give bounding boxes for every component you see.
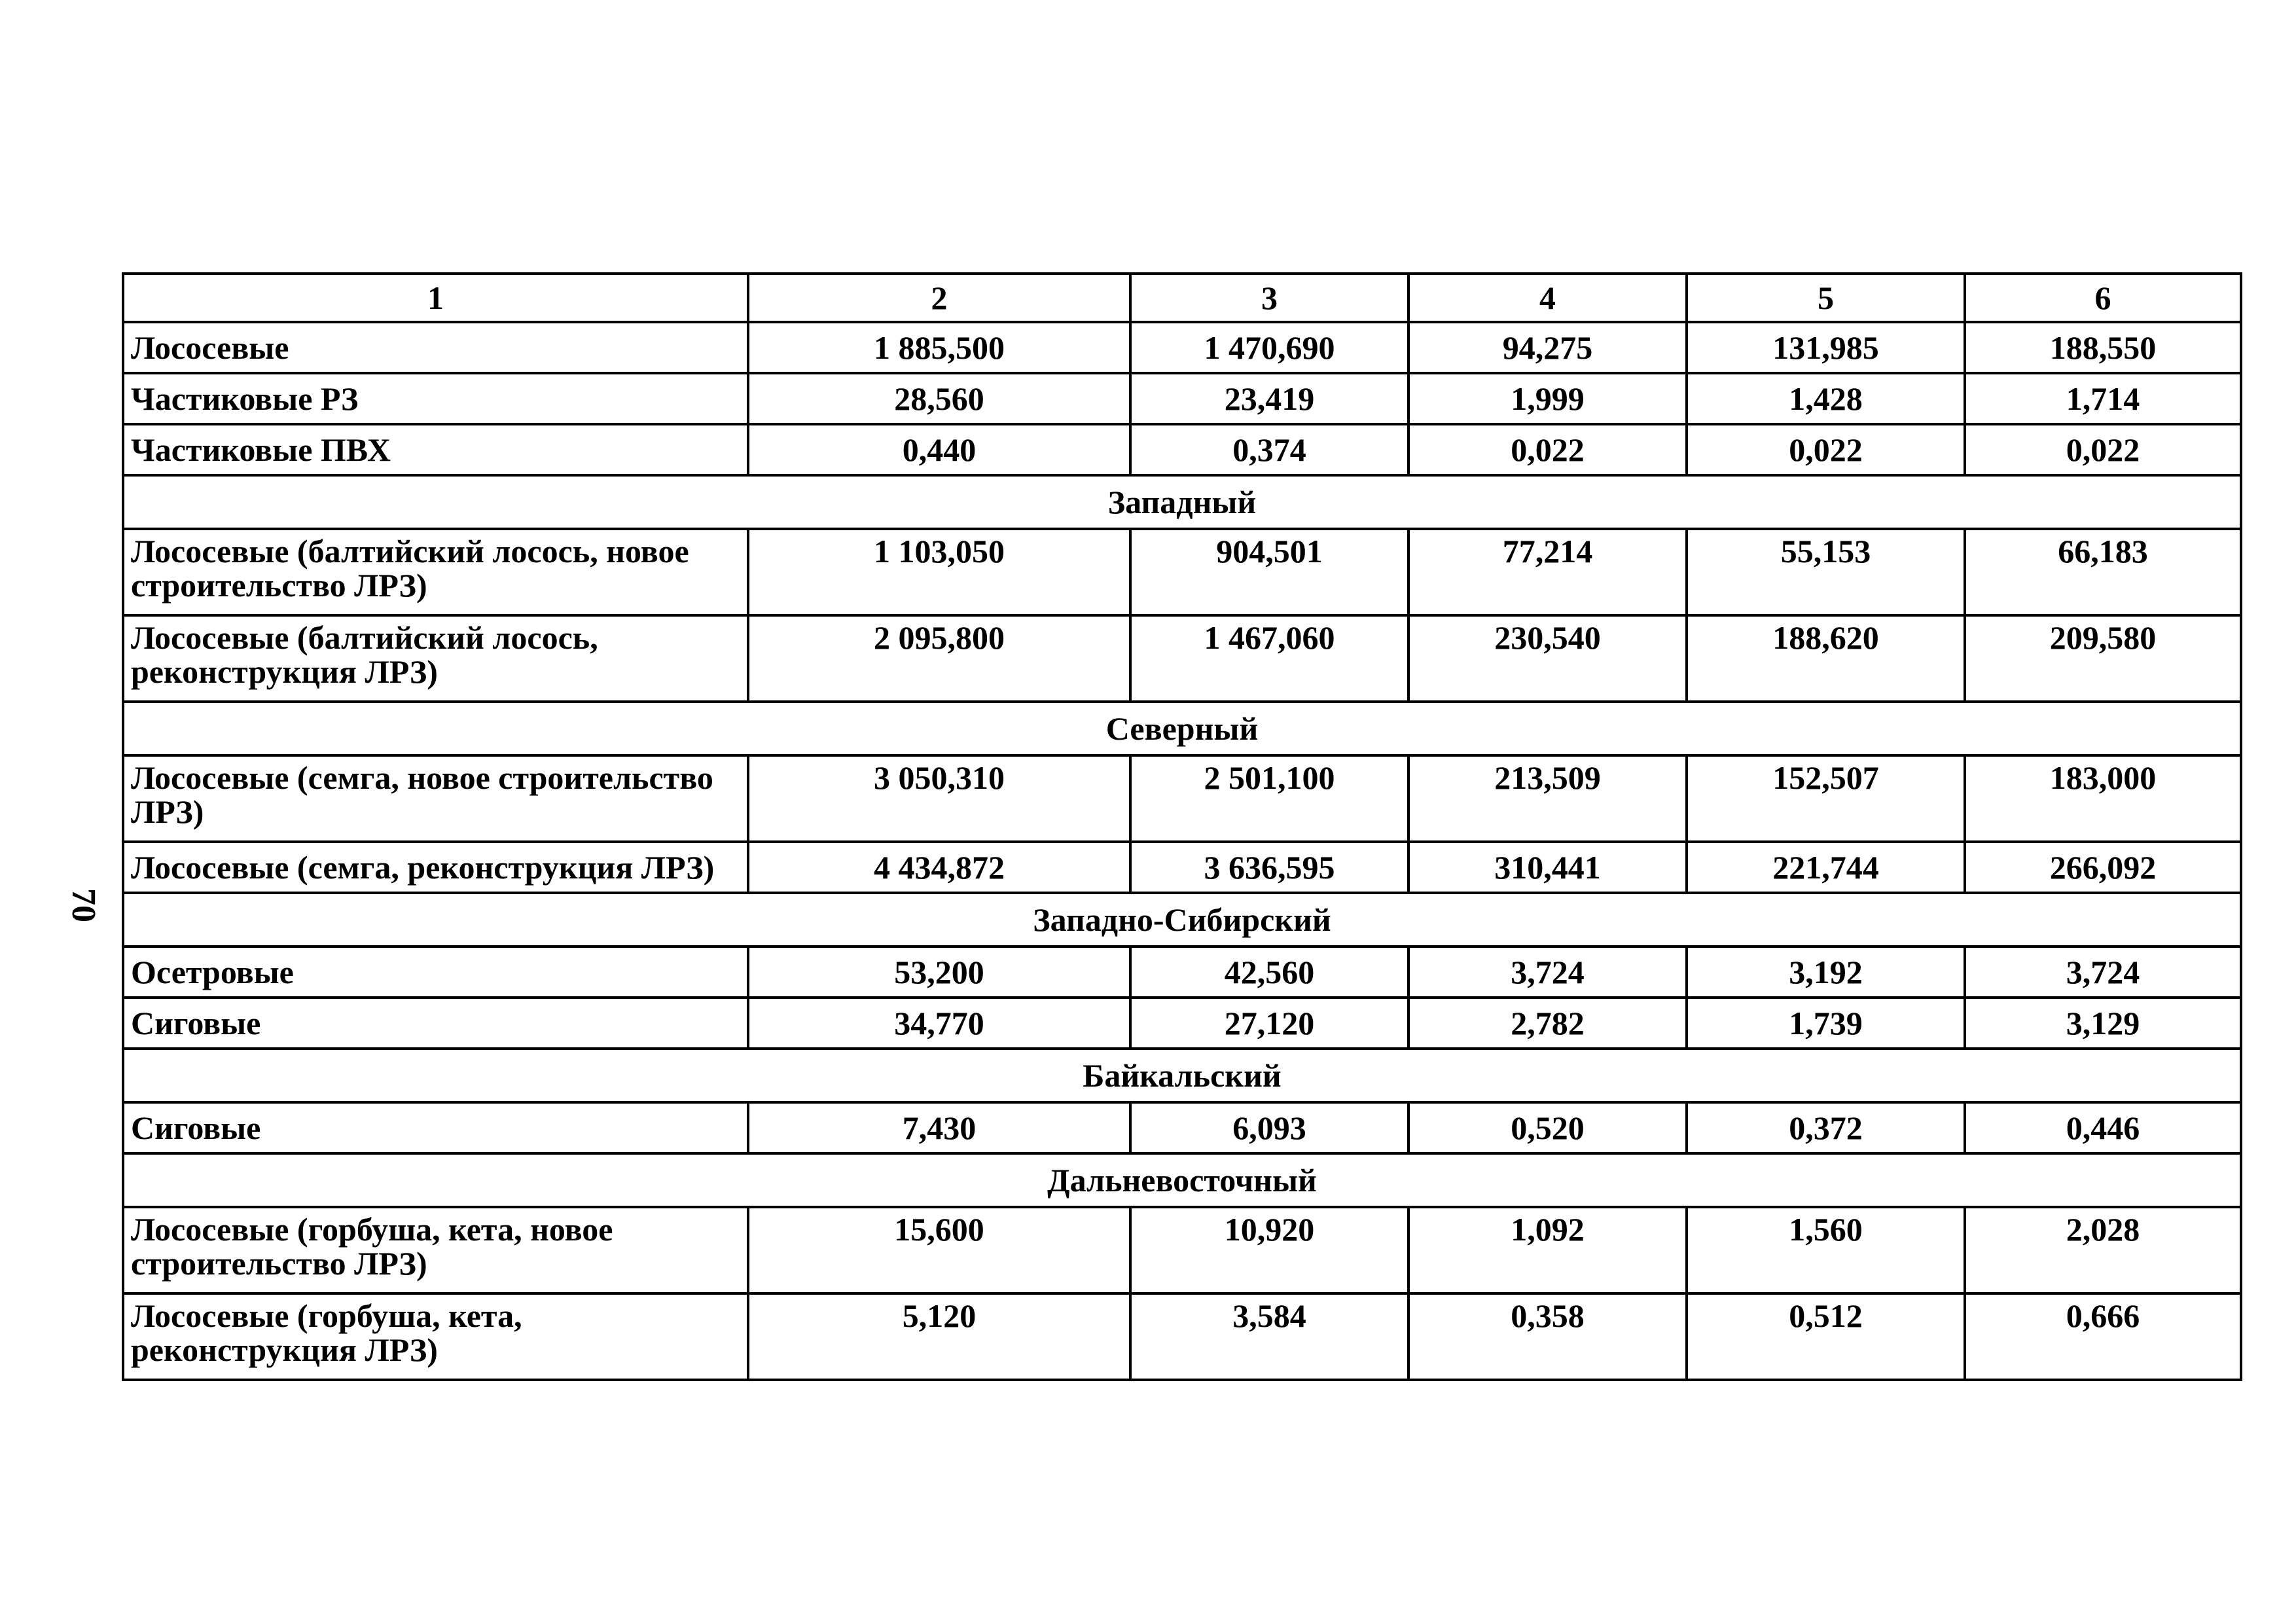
- column-number-1: 1: [123, 274, 748, 322]
- table-row: [123, 615, 2241, 702]
- section-row: [123, 702, 2241, 755]
- species-cell: Сиговые: [123, 1102, 748, 1153]
- value-cell: 0,666: [1965, 1293, 2241, 1380]
- table-row: [123, 529, 2241, 615]
- value-cell: 4 434,872: [748, 842, 1130, 893]
- value-cell: 310,441: [1408, 842, 1687, 893]
- value-cell: 1,092: [1408, 1207, 1687, 1293]
- value-cell: 2 501,100: [1130, 755, 1408, 842]
- table-row: [123, 373, 2241, 424]
- region-heading: Дальневосточный: [123, 1153, 2241, 1207]
- value-cell: 23,419: [1130, 373, 1408, 424]
- value-cell: 0,022: [1965, 424, 2241, 475]
- value-cell: 1,428: [1687, 373, 1965, 424]
- value-cell: 0,440: [748, 424, 1130, 475]
- value-cell: 5,120: [748, 1293, 1130, 1380]
- table-row: [123, 1207, 2241, 1293]
- species-cell: Осетровые: [123, 947, 748, 998]
- value-cell: 77,214: [1408, 529, 1687, 615]
- value-cell: 55,153: [1687, 529, 1965, 615]
- data-table: [122, 272, 2242, 1381]
- value-cell: 188,620: [1687, 615, 1965, 702]
- section-row: [123, 475, 2241, 529]
- page-number: 70: [65, 888, 102, 922]
- column-number-2: 2: [748, 274, 1130, 322]
- column-number-5: 5: [1687, 274, 1965, 322]
- value-cell: 0,512: [1687, 1293, 1965, 1380]
- value-cell: 15,600: [748, 1207, 1130, 1293]
- value-cell: 221,744: [1687, 842, 1965, 893]
- table-row: [123, 842, 2241, 893]
- value-cell: 6,093: [1130, 1102, 1408, 1153]
- table-header-row: [123, 274, 2241, 322]
- value-cell: 1 885,500: [748, 322, 1130, 373]
- value-cell: 2,028: [1965, 1207, 2241, 1293]
- species-cell: Сиговые: [123, 998, 748, 1049]
- species-cell: Лососевые (балтийский лосось, реконструкция ЛРЗ): [123, 615, 748, 702]
- table-row: [123, 755, 2241, 842]
- value-cell: 213,509: [1408, 755, 1687, 842]
- species-cell: Лососевые (семга, реконструкция ЛРЗ): [123, 842, 748, 893]
- value-cell: 3,724: [1408, 947, 1687, 998]
- species-cell: Лососевые (горбуша, кета, новое строительство ЛРЗ): [123, 1207, 748, 1293]
- value-cell: 1,560: [1687, 1207, 1965, 1293]
- section-row: [123, 1153, 2241, 1207]
- value-cell: 3,129: [1965, 998, 2241, 1049]
- value-cell: 3 636,595: [1130, 842, 1408, 893]
- species-cell: Частиковые РЗ: [123, 373, 748, 424]
- table-row: [123, 998, 2241, 1049]
- region-heading: Северный: [123, 702, 2241, 755]
- section-row: [123, 893, 2241, 947]
- value-cell: 183,000: [1965, 755, 2241, 842]
- value-cell: 34,770: [748, 998, 1130, 1049]
- column-number-3: 3: [1130, 274, 1408, 322]
- region-heading: Западный: [123, 475, 2241, 529]
- column-number-6: 6: [1965, 274, 2241, 322]
- region-heading: Байкальский: [123, 1049, 2241, 1102]
- value-cell: 0,374: [1130, 424, 1408, 475]
- value-cell: 2 095,800: [748, 615, 1130, 702]
- table-row: [123, 424, 2241, 475]
- table-row: [123, 322, 2241, 373]
- value-cell: 0,372: [1687, 1102, 1965, 1153]
- value-cell: 1 103,050: [748, 529, 1130, 615]
- table-row: [123, 1102, 2241, 1153]
- value-cell: 3 050,310: [748, 755, 1130, 842]
- value-cell: 230,540: [1408, 615, 1687, 702]
- value-cell: 3,584: [1130, 1293, 1408, 1380]
- value-cell: 0,446: [1965, 1102, 2241, 1153]
- value-cell: 10,920: [1130, 1207, 1408, 1293]
- value-cell: 0,520: [1408, 1102, 1687, 1153]
- table-row: [123, 947, 2241, 998]
- value-cell: 1 467,060: [1130, 615, 1408, 702]
- value-cell: 94,275: [1408, 322, 1687, 373]
- value-cell: 188,550: [1965, 322, 2241, 373]
- value-cell: 3,724: [1965, 947, 2241, 998]
- value-cell: 1 470,690: [1130, 322, 1408, 373]
- value-cell: 66,183: [1965, 529, 2241, 615]
- species-cell: Частиковые ПВХ: [123, 424, 748, 475]
- species-cell: Лососевые: [123, 322, 748, 373]
- value-cell: 1,739: [1687, 998, 1965, 1049]
- column-number-4: 4: [1408, 274, 1687, 322]
- value-cell: 266,092: [1965, 842, 2241, 893]
- value-cell: 27,120: [1130, 998, 1408, 1049]
- value-cell: 904,501: [1130, 529, 1408, 615]
- value-cell: 3,192: [1687, 947, 1965, 998]
- value-cell: 42,560: [1130, 947, 1408, 998]
- section-row: [123, 1049, 2241, 1102]
- value-cell: 1,714: [1965, 373, 2241, 424]
- species-cell: Лососевые (горбуша, кета, реконструкция ЛРЗ): [123, 1293, 748, 1380]
- value-cell: 131,985: [1687, 322, 1965, 373]
- region-heading: Западно-Сибирский: [123, 893, 2241, 947]
- value-cell: 28,560: [748, 373, 1130, 424]
- value-cell: 7,430: [748, 1102, 1130, 1153]
- value-cell: 0,358: [1408, 1293, 1687, 1380]
- value-cell: 53,200: [748, 947, 1130, 998]
- value-cell: 0,022: [1687, 424, 1965, 475]
- table-row: [123, 1293, 2241, 1380]
- species-cell: Лососевые (балтийский лосось, новое строительство ЛРЗ): [123, 529, 748, 615]
- value-cell: 2,782: [1408, 998, 1687, 1049]
- value-cell: 152,507: [1687, 755, 1965, 842]
- species-cell: Лососевые (семга, новое строительство ЛРЗ): [123, 755, 748, 842]
- value-cell: 0,022: [1408, 424, 1687, 475]
- value-cell: 1,999: [1408, 373, 1687, 424]
- value-cell: 209,580: [1965, 615, 2241, 702]
